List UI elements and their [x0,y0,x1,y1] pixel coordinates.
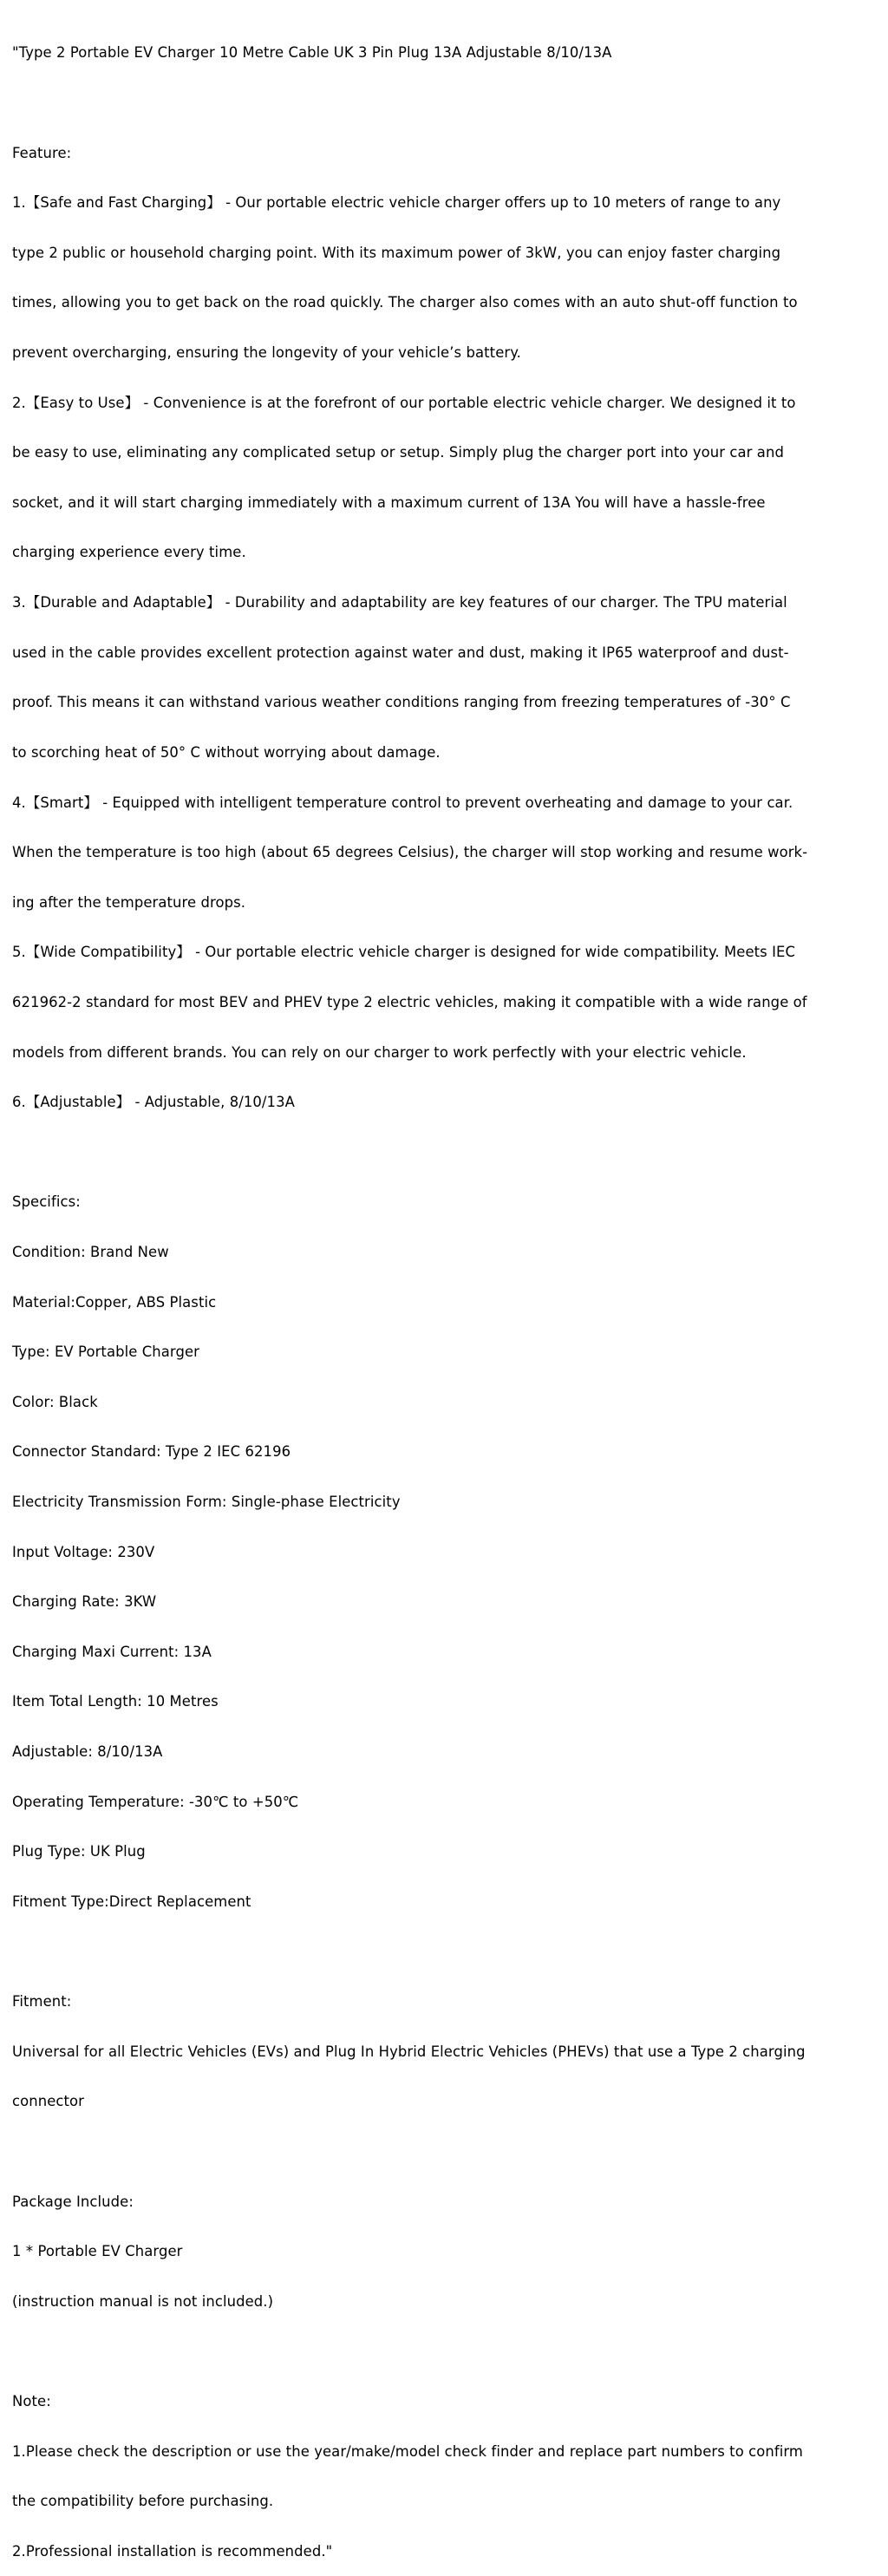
blank-line [12,1944,878,1960]
feature-4-line: 4.【Smart】 - Equipped with intelligent temperature control to prevent overheating and damage to your car. [12,794,793,811]
specifics-heading: Specifics: [12,1193,81,1211]
blank-line [12,95,878,111]
feature-2-line: be easy to use, eliminating any complicated setup or setup. Simply plug the charger port into your car and [12,444,784,461]
spec-condition: Condition: Brand New [12,1244,169,1260]
feature-1-line: 1.【Safe and Fast Charging】 - Our portable electric vehicle charger offers up to 10 meters of range to any [12,194,781,212]
note-1-line: the compatibility before purchasing. [12,2493,274,2510]
note-heading: Note: [12,2392,51,2409]
spec-plug-type: Plug Type: UK Plug [12,1843,146,1860]
feature-6-line: 6.【Adjustable】 - Adjustable, 8/10/13A [12,1094,295,1111]
feature-4-line: When the temperature is too high (about 65 degrees Celsius), the charger will stop working and resume work- [12,844,808,861]
feature-1-line: prevent overcharging, ensuring the longevity of your vehicle’s battery. [12,344,521,362]
feature-1-line: type 2 public or household charging point. With its maximum power of 3kW, you can enjoy faster charging [12,244,781,261]
feature-2-line: socket, and it will start charging immediately with a maximum current of 13A You will have a hassle-free [12,494,766,511]
blank-line [12,2343,878,2359]
fitment-line: Universal for all Electric Vehicles (EVs) and Plug In Hybrid Electric Vehicles (PHEVs) that use a Type 2 charging [12,2043,806,2060]
spec-adjustable: Adjustable: 8/10/13A [12,1743,163,1761]
feature-5-line: models from different brands. You can rely on our charger to work perfectly with your electric vehicle. [12,1043,747,1061]
spec-charging-rate: Charging Rate: 3KW [12,1593,157,1611]
note-1-line: 1.Please check the description or use the year/make/model check finder and replace part numbers to confirm [12,2442,803,2460]
package-heading: Package Include: [12,2193,134,2210]
spec-material: Material:Copper, ABS Plastic [12,1293,217,1311]
spec-color: Color: Black [12,1393,98,1410]
feature-2-line: charging experience every time. [12,544,246,561]
feature-4-line: ing after the temperature drops. [12,893,246,911]
spec-total-length: Item Total Length: 10 Metres [12,1693,219,1710]
package-item: 1 * Portable EV Charger [12,2243,183,2260]
spec-type: Type: EV Portable Charger [12,1344,200,1361]
package-note: (instruction manual is not included.) [12,2292,274,2310]
product-description [12,11,878,2576]
fitment-heading: Fitment: [12,1993,72,2010]
spec-operating-temperature: Operating Temperature: -30℃ to +50℃ [12,1793,299,1810]
spec-input-voltage: Input Voltage: 230V [12,1543,155,1560]
feature-3-line: used in the cable provides excellent protection against water and dust, making it IP65 waterproof and dust- [12,644,789,661]
blank-line [12,1144,878,1161]
note-2-line: 2.Professional installation is recommended." [12,2542,333,2560]
blank-line [12,2143,878,2160]
feature-5-line: 621962-2 standard for most BEV and PHEV type 2 electric vehicles, making it compatible with a wide range of [12,993,807,1010]
spec-connector-standard: Connector Standard: Type 2 IEC 62196 [12,1443,291,1461]
feature-heading: Feature: [12,144,72,161]
feature-5-line: 5.【Wide Compatibility】 - Our portable electric vehicle charger is designed for wide compatibility. Meets IEC [12,944,796,961]
fitment-line: connector [12,2093,85,2110]
spec-transmission-form: Electricity Transmission Form: Single-phase Electricity [12,1494,401,1511]
spec-max-current: Charging Maxi Current: 13A [12,1643,212,1660]
spec-fitment-type: Fitment Type:Direct Replacement [12,1893,251,1910]
feature-2-line: 2.【Easy to Use】 - Convenience is at the forefront of our portable electric vehicle charger. We designed it to [12,394,796,411]
feature-3-line: proof. This means it can withstand various weather conditions ranging from freezing temperatures of -30° C [12,694,791,711]
feature-3-line: to scorching heat of 50° C without worrying about damage. [12,743,441,761]
title-line: "Type 2 Portable EV Charger 10 Metre Cable UK 3 Pin Plug 13A Adjustable 8/10/13A [12,44,612,62]
feature-3-line: 3.【Durable and Adaptable】 - Durability and adaptability are key features of our charger. The TPU material [12,594,787,611]
feature-1-line: times, allowing you to get back on the road quickly. The charger also comes with an auto shut-off function to [12,294,798,311]
